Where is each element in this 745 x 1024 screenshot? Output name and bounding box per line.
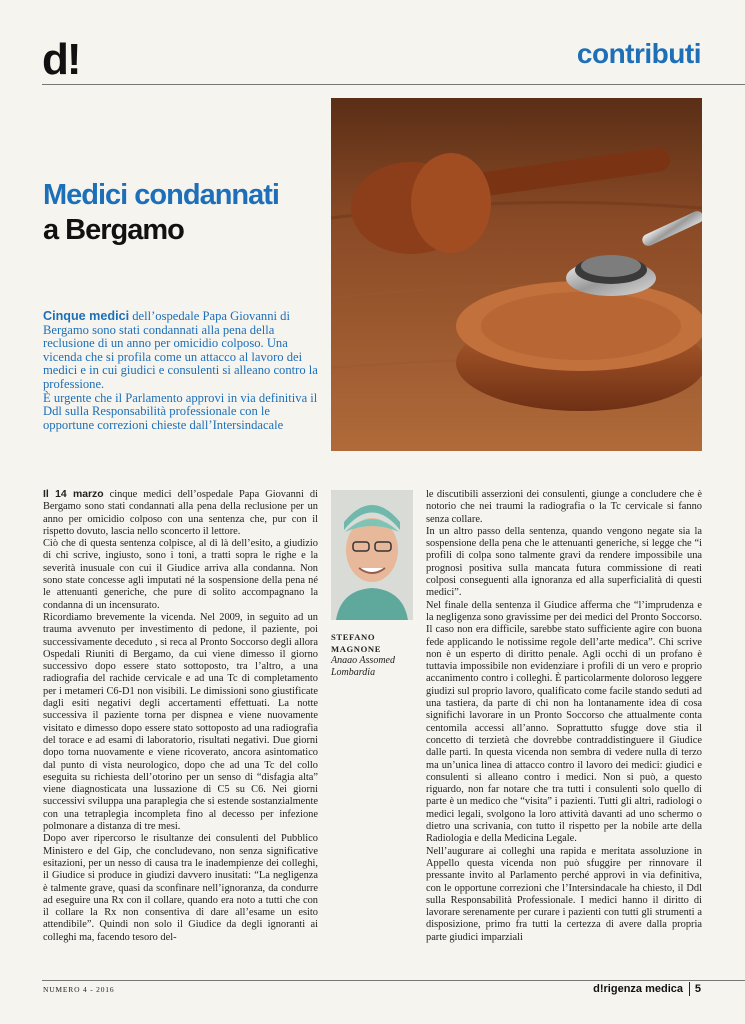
paragraph: cinque medici dell’ospedale Papa Giovanni di Bergamo sono stati condannati alla pena della reclusione per un anno per omicidio colposo con una sentenza che, pur con il rispetto dovuto, lascia nello sconcerto il lettore. (43, 489, 318, 537)
author-role: Anaao Assomed Lombardia (331, 655, 395, 678)
paragraph: Dopo aver ripercorso le risultanze dei consulenti del Pubblico Ministero e del Gip, che concludevano, non senza significative esitazioni, per un nesso di causa tra le inadempienze dei colleghi, il Giudice si produce in giudizi davvero inusitati: “La negligenza è talmente grave, quasi da sconfinare nell’ignoranza, da condurre ad eseguire una Rx con il collare, quando era noto a tutti che con il collare la Rx non consentiva di dare all’esame un esito attendibile”. Quindi non solo il Giudice da degli ignoranti ai colleghi ma, facendo tesoro del- (43, 833, 318, 943)
footer-separator (689, 982, 690, 996)
page-number: 5 (694, 983, 701, 995)
author-photo (331, 490, 413, 620)
top-divider (42, 84, 745, 85)
lead-text-2: È urgente che il Parlamento approvi in via definitiva il Ddl sulla Responsabilità professionale con le opportune correzioni chieste dall’Intersindacale (43, 390, 318, 432)
lead-paragraph (43, 310, 323, 432)
author-name: STEFANO MAGNONE (331, 632, 382, 654)
paragraph: le discutibili asserzioni dei consulenti, giunge a concludere che è notorio che nei traumi la radiografia o la Tc cervicale si fanno senza collare. (426, 489, 702, 525)
paragraph: Nell’augurare ai colleghi una rapida e meritata assoluzione in Appello questa vicenda non può sfuggire per rinnovare il pressante invito al Parlamento perché approvi in via definitiva, con le opportune correzioni che l’Intersindacale ha chiesto, il Ddl sulla Responsabilità Professionale. I medici hanno il diritto di lavorare serenamente per curare i pazienti con tutti gli strumenti a disposizione, primo fra tutti la certezza di avere dalla propria parte giudici imparziali (426, 845, 702, 943)
lead-strong: Cinque medici (43, 309, 130, 323)
headline-line1: Medici condannati (43, 179, 279, 211)
issue-number: NUMERO 4 - 2016 (43, 985, 115, 994)
footer-divider (42, 980, 745, 981)
paragraph: In un altro passo della sentenza, quando vengono negate sia la sospensione della pena che le attenuanti generiche, si legge che “i profili di colpa sono talmente gravi da rendere impossibile una prognosi positiva sulla mancata futura commissione di reati colposi conseguenti alla ignoranza ed alla superficialità di questi medici”. (426, 525, 702, 599)
gavel-stethoscope-photo (331, 98, 702, 451)
headline-line2: a Bergamo (43, 214, 184, 246)
body-column-1 (43, 489, 318, 944)
body-column-2 (426, 489, 702, 944)
magazine-name: d!rigenza medica (593, 983, 683, 995)
dateline: Il 14 marzo (43, 489, 104, 500)
lead-text: dell’ospedale Papa Giovanni di Bergamo sono stati condannati alla pena della reclusione di un anno per omicidio colposo. Una vicenda che si profila come un attacco al lavoro dei medici e in cui giudici e consulenti si alleano contro la professione. (43, 309, 318, 391)
magazine-logo: d! (42, 35, 80, 84)
paragraph: Ciò che di questa sentenza colpisce, al di là dell’esito, a giudizio di chi scrive, ingiusto, sono i toni, a tratti sopra le righe e la severità inusuale con cui il Giudice arriva alla condanna. Non sono state concesse agli imputati né la sospensione della pena né le attenuanti generiche, che pure di solito accompagnano la condanna di un incensurato. (43, 538, 318, 611)
paragraph: Nel finale della sentenza il Giudice afferma che “l’imprudenza e la negligenza sono gravissime per dei medici del Pronto Soccorso. Il caso non era difficile, sarebbe stato sufficiente agire con buona fede applicando le notissime regole dell’arte medica”. Chi scrive non è un esperto di diritto penale. Agli occhi di un profano è tuttavia impossibile non evidenziare i profili di un vero e proprio accanimento contro i colleghi. È particolarmente doloroso leggere giudizi sul proprio lavoro, qualificato come facile stando seduti ad una tastiera, da parte di chi non ha lontanamente idea di cosa significhi lavorare in un Pronto Soccorso che attualmente conta centomila accessi all’anno. Soprattutto sfugge dove stia il concetto di terzietà che dovrebbe contraddistinguere il Giudice dalle parti. In questa vicenda non sembra di vedere nulla di terzo ma un’unica linea di attacco contro il lavoro dei medici: giudici e consulenti si alleano contro i medici. Non si può, a questo riguardo, non far notare che tra tutti i consulenti solo quello di parte è un medico che “visita” i pazienti. Tutti gli altri, radiologi o medici legali, svolgono la loro attività davanti ad uno schermo o dietro una scrivania, con tutto il rispetto per la nobile arte della Radiologia e della Medicina Legale. (426, 599, 702, 845)
section-title: contributi (576, 38, 701, 69)
paragraph: Ricordiamo brevemente la vicenda. Nel 2009, in seguito ad un trauma avvenuto per investimento di pedone, il paziente, poi successivamente deceduto , si reca al Pronto Soccorso degli allora Ospedali Riuniti di Bergamo, da cui viene dimesso il giorno successivo dopo essere stato sottoposto, tra l’altro, a una radiografia del rachide cervicale e ad una Tc di completamento per i metameri C6-D1 non visibili. Le dimissioni sono giustificate dagli esiti negativi degli accertamenti effettuati. La notte successiva il paziente torna per dispnea e viene nuovamente visitato e dimesso dopo essere stato sottoposto ad una radiografia del torace e ad esami di laboratorio, risultati negativi. Due giorni dopo torna nuovamente e viene ricoverato, ancora asintomatico dal punto di vista neurologico, dopo che ad una Tc del collo eseguita su richiesta dell’otorino per un senso di “disfagia alta” viene diagnosticata una lussazione di C5 su C6. Nei giorni successivi sviluppa una paraplegia che si estende sostanzialmente con una tetraplegia incompleta fino al decesso per infezione polmonare a distanza di tre mesi. (43, 611, 318, 833)
